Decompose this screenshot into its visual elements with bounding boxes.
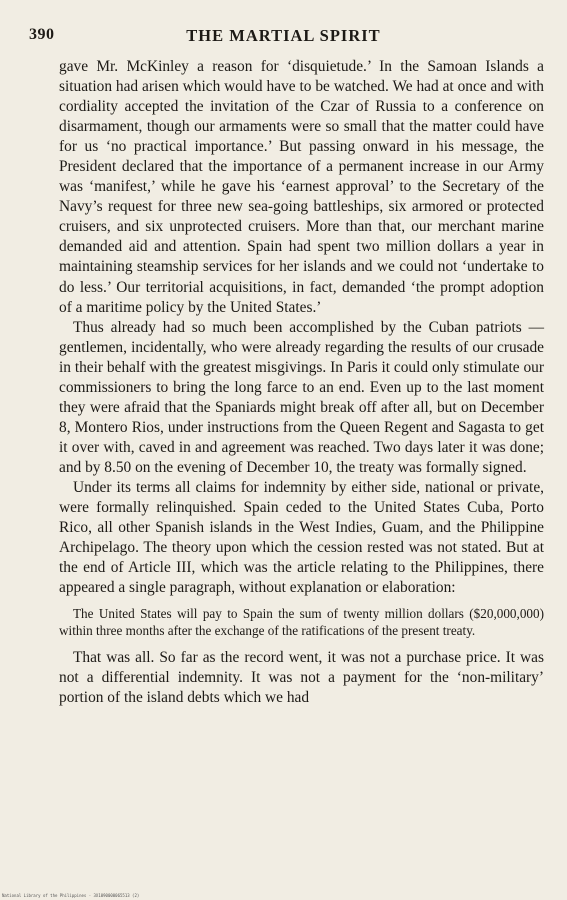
paragraph-2: Thus already had so much been accomplished by the Cuban patriots — gentlemen, incidentally, who were already regarding the results of our crusade in their behalf with the greatest misgivings. In Paris it could only stimulate our commissioners to bring the long farce to an end. Even up to the last moment they were afraid that the Spaniards might break off after all, but on December 8, Montero Rios, under instructions from the Queen Regent and Sagasta to get it over with, caved in and agreement was reached. Two days later it was done; and by 8.50 on the evening of December 10, the treaty was formally signed. xyxy=(59,318,544,476)
closing-paragraph: That was all. So far as the record went, it was not a purchase price. It was not a differential indemnity. It was not a payment for the ‘non-military’ portion of the island debts which we had xyxy=(59,649,544,707)
running-title: THE MARTIAL SPIRIT xyxy=(186,26,381,45)
page-number: 390 xyxy=(29,26,55,43)
treaty-quote: The United States will pay to Spain the sum of twenty million dollars ($20,000,000) within three months after the exchange of the ratifications of the present treaty. xyxy=(59,606,544,639)
page-header xyxy=(29,26,538,48)
library-footer-note: National Library of the Philippines · 3X1090000065513 (2) xyxy=(2,893,140,898)
paragraph-1: gave Mr. McKinley a reason for ‘disquietude.’ In the Samoan Islands a situation had arisen which would have to be watched. We had at once and with cordiality accepted the invitation of the Czar of Russia to a conference on disarmament, though our armaments were so small that the matter could have for us ‘no practical importance.’ But passing onward in his message, the President declared that the importance of a permanent increase in our Army was ‘manifest,’ while he gave his ‘earnest approval’ to the Secretary of the Navy’s request for three new sea-going battleships, six armored or protected cruisers, and six unprotected cruisers. More than that, our merchant marine demanded aid and attention. Spain had spent two million dollars a year in maintaining steamship services for her islands and we could not ‘undertake to do less.’ Our territorial acquisitions, in fact, demanded ‘the prompt adoption of a maritime policy by the United States.’ xyxy=(59,58,544,316)
body-text xyxy=(59,57,544,708)
paragraph-3: Under its terms all claims for indemnity by either side, national or private, were formally relinquished. Spain ceded to the United States Cuba, Porto Rico, all other Spanish islands in the West Indies, Guam, and the Philippine Archipelago. The theory upon which the cession rested was not stated. But at the end of Article III, which was the article relating to the Philippines, there appeared a single paragraph, without explanation or elaboration: xyxy=(59,478,544,597)
